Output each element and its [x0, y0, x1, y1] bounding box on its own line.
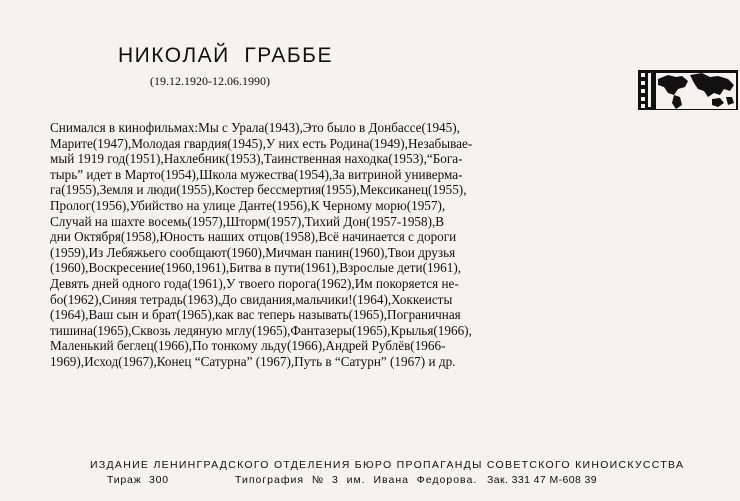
bio-line: (1959),Из Лебяжьего сообщают(1960),Мичман панин(1960),Твои друзья: [50, 244, 456, 260]
bio-line: 1969),Исход(1967),Конец “Сатурна” (1967),Путь в “Сатурн” (1967) и др.: [50, 353, 456, 369]
bio-line: Марите(1947),Молодая гвардия(1945),У них есть Родина(1949),Незабывае-: [50, 135, 473, 151]
bio-line: тишина(1965),Сквозь ледяную мглу(1965),Фантазеры(1965),Крылья(1966),: [50, 322, 472, 338]
bio-line: Случай на шахте восемь(1957),Шторм(1957),Тихий Дон(1957-1958),В: [50, 213, 445, 229]
bio-line: Пролог(1956),Убийство на улице Данте(1956),К Черному морю(1957),: [50, 197, 446, 213]
print-run: Тираж 300: [107, 474, 169, 486]
filmography-text: [50, 120, 570, 370]
order-number: Зак. 331 47 М-608 39: [487, 474, 598, 486]
bio-line: мый 1919 год(1951),Нахлебник(1953),Таинственная находка(1953),“Бога-: [50, 151, 463, 167]
bio-line: (1960),Воскресение(1960,1961),Битва в пути(1961),Взрослые дети(1961),: [50, 260, 462, 276]
bio-line: бо(1962),Синяя тетрадь(1963),До свидания,мальчики!(1964),Хоккеисты: [50, 291, 453, 307]
film-strip-map-logo-icon: [638, 67, 738, 113]
bio-line: Маленький беглец(1966),По тонкому льду(1966),Андрей Рублёв(1966-: [50, 338, 446, 354]
bio-line: дни Октября(1958),Юность наших отцов(1958),Всё начинается с дороги: [50, 229, 457, 245]
publisher-line: ИЗДАНИЕ ЛЕНИНГРАДСКОГО ОТДЕЛЕНИЯ БЮРО ПРОПАГАНДЫ СОВЕТСКОГО КИНОИСКУССТВА: [90, 459, 685, 471]
bio-line: тырь” идет в Марто(1954),Школа мужества(1954),За витриной универма-: [50, 166, 463, 182]
life-dates: (19.12.1920-12.06.1990): [150, 74, 270, 88]
bio-line: Девять дней одного года(1961),У твоего порога(1962),Им покоряется не-: [50, 275, 459, 291]
printing-house: Типография № 3 им. Ивана Федорова.: [235, 474, 478, 486]
bio-line: (1964),Ваш сын и брат(1965),как вас теперь называть(1965),Пограничная: [50, 307, 461, 323]
bio-line: га(1955),Земля и люди(1955),Костер бессмертия(1955),Мексиканец(1955),: [50, 182, 467, 198]
actor-name: НИКОЛАЙ ГРАББЕ: [118, 44, 333, 67]
bio-line: Снимался в кинофильмах:Мы с Урала(1943),Это было в Донбассе(1945),: [50, 120, 460, 135]
